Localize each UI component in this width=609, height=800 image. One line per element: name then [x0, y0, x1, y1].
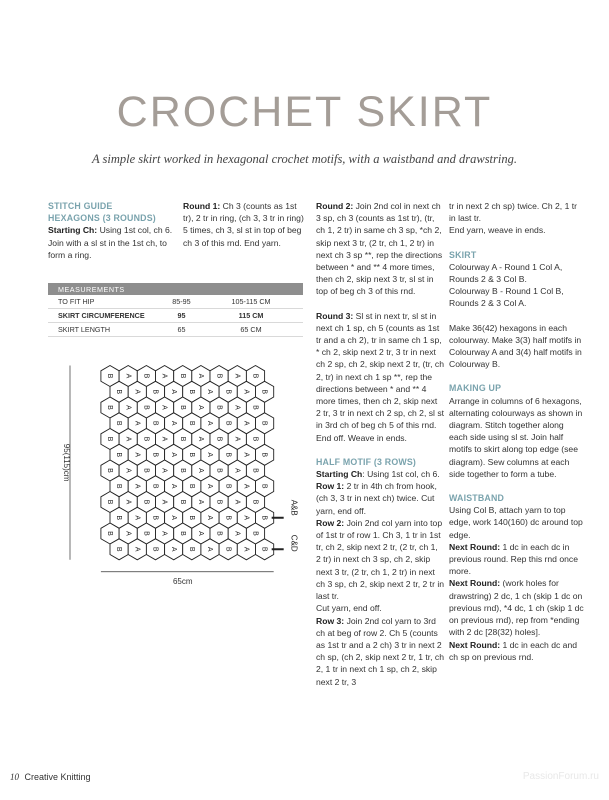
hexagon-letter: B	[187, 515, 195, 521]
hexagon-letter: B	[178, 468, 186, 473]
hexagon-letter: A	[233, 499, 241, 505]
hexagon-letter: A	[206, 546, 214, 552]
next-round-text: (work holes for drawstring) 2 dc, 1 ch (skip 1 dc on previous rnd), *4 dc, 1 ch (skip 1 dc on previous rnd), rep from *ending with 2 dc [28(32) holes].	[449, 578, 584, 638]
hexagon-letter: B	[106, 531, 114, 536]
hexagon-letter: A	[233, 405, 241, 410]
row-size-b: 105-115 CM	[231, 297, 271, 306]
hexagon-letter: A	[124, 468, 132, 473]
page-title: CROCHET SKIRT	[116, 88, 493, 136]
finishing-column	[449, 200, 584, 663]
hexagon-letter: A	[206, 420, 214, 426]
hexagon-letter: A	[133, 389, 141, 395]
hexagon-letter: A	[160, 405, 168, 410]
row3-continued: tr in next 2 ch sp) twice. Ch 2, 1 tr in last tr.	[449, 201, 577, 224]
round3-label: Round 3:	[316, 310, 354, 321]
making-up-text: Arrange in columns of 6 hexagons, alternating colourways as shown in diagram. Stitch together along each side using sl st. Join half motifs to skirt along top edge (see diagram). Sew columns at each side together to form a tube.	[449, 395, 583, 479]
hexagon-letter: A	[160, 531, 168, 536]
hexagon-letter: A	[197, 468, 205, 473]
hexagon-letter: B	[178, 499, 186, 505]
row-label: TO FIT HIP	[58, 297, 95, 306]
half-starting-label: Starting Ch	[316, 469, 363, 480]
hexagon-letter: B	[115, 452, 123, 458]
next-round-text: 1 dc in each dc and ch sp on previous rnd.	[449, 639, 578, 662]
hexagon-letter: A	[169, 483, 177, 489]
height-dimension-label: 95(115)cm	[62, 443, 71, 482]
hexagon-letter: B	[142, 531, 150, 536]
hexagon-letter: A	[124, 531, 132, 536]
hexagon-letter: B	[215, 531, 223, 536]
skirt-line: Rounds 2 & 3 Col A.	[449, 298, 527, 309]
row-size-b: 115 CM	[238, 311, 264, 320]
row-label: SKIRT CIRCUMFERENCE	[58, 311, 145, 320]
hexagon-letter: A	[169, 515, 177, 521]
hexagon-letter: B	[187, 546, 195, 552]
hexagon-letter: B	[215, 373, 223, 379]
skirt-line: Rounds 2 & 3 Col B.	[449, 274, 527, 285]
hexagon-letter: B	[106, 405, 114, 410]
hexagon-letter: A	[124, 436, 132, 442]
table-row	[48, 309, 303, 323]
hexagon-letter: B	[142, 405, 150, 410]
row-size-a: 65	[177, 325, 186, 334]
waistband-heading: WAISTBAND	[449, 493, 505, 504]
hexagon-letter: B	[251, 531, 259, 536]
hexagon-letter: B	[260, 420, 268, 426]
hexagon-letter: B	[215, 468, 223, 473]
hexagon-letter: B	[115, 483, 123, 489]
hexagon-letter: B	[251, 405, 259, 410]
hexagon-letter: B	[151, 546, 159, 552]
hexagon-letter: B	[115, 515, 123, 521]
half-starting-text: : Using 1st col, ch 6.	[362, 469, 440, 480]
row2-text: Join 2nd col yarn into top of 1st tr of row 1. Ch 3, 1 tr in 1st tr, ch 2, skip next 2 tr, (2 tr, ch 1, 2 tr) in next ch 3 sp, ch 2, skip next 3 tr, (2 tr, ch 1, 2 tr) in next ch 3 sp, ch 2, skip next 2 tr, 2 tr in last tr.	[316, 517, 445, 602]
magazine-name: Creative Knitting	[24, 772, 91, 782]
hexagon-letter: B	[115, 420, 123, 426]
making-up-heading: MAKING UP	[449, 383, 502, 394]
hexagon-letter: B	[106, 436, 114, 442]
hexagon-letter: B	[251, 499, 259, 505]
hexagon-letter: B	[142, 436, 150, 442]
hexagon-letter: B	[224, 546, 232, 552]
hexagon-letter: B	[178, 436, 186, 442]
hexagon-letter: A	[197, 405, 205, 410]
hexagon-letter: A	[233, 436, 241, 442]
round1-column	[183, 200, 308, 261]
hexagon-letter: B	[251, 468, 259, 473]
hexagon-letter: B	[215, 405, 223, 410]
hexagon-letter: A	[169, 420, 177, 426]
hexagon-letter: A	[133, 483, 141, 489]
hexagon-diagram-svg	[48, 350, 303, 770]
hexagon-letter: B	[106, 468, 114, 473]
hexagon-letter: B	[251, 373, 259, 379]
hexagon-letter: A	[124, 373, 132, 379]
hexagon-letter: A	[233, 373, 241, 379]
hexagon-letter: B	[187, 452, 195, 458]
half-motif-heading: HALF MOTIF (3 ROWS)	[316, 456, 417, 467]
hexagon-letter: B	[187, 420, 195, 426]
starting-ch-text: Using 1st col, ch 6. Join with a sl st in the 1st ch, to form a ring.	[48, 225, 173, 260]
hexagon-letter: B	[260, 483, 268, 489]
hexagon-letter: B	[142, 499, 150, 505]
hexagon-letter: A	[133, 546, 141, 552]
hexagon-letter: B	[260, 389, 268, 395]
hexagon-letter: A	[233, 468, 241, 473]
row1-label: Row 1:	[316, 481, 345, 492]
row-label: SKIRT LENGTH	[58, 325, 111, 334]
hexagon-letter: A	[160, 436, 168, 442]
hexagon-letter: A	[197, 373, 205, 379]
page-footer	[10, 772, 91, 782]
row3-text: Join 2nd col yarn to 3rd ch at beg of row 2. Ch 5 (counts as 1st tr and a 2 ch) 3 tr in next 2 ch sp, (ch 2, skip next 2 tr, 1 tr, ch 2, 1 tr in next ch 1 sp, ch 2, skip next 2 tr, 3	[316, 615, 445, 687]
table-row	[48, 295, 303, 309]
hexagon-letter: A	[133, 452, 141, 458]
round3-text: Sl st in next tr, sl st in next ch 1 sp, ch 5 (counts as 1st tr and a ch 2), tr in same ch 1 sp, * ch 2, skip next 2 tr, 3 tr in next ch 2 sp, ch 2, skip next 2 tr, (tr, ch 2, tr) in next ch 1 sp **, rep the directions between * and ** 4 more times, then ch 2, skip next 2 tr, 3 tr in next ch 2 sp, ch 2, sl st in 3rd ch of beg ch 5 of this rnd.	[316, 310, 445, 431]
hexagon-letter: A	[160, 468, 168, 473]
hexagon-letter: A	[169, 389, 177, 395]
hexagon-letter: B	[115, 546, 123, 552]
hexagon-letter: B	[151, 420, 159, 426]
stitch-guide-column	[48, 200, 176, 273]
skirt-heading: SKIRT	[449, 249, 477, 260]
hexagon-letter: A	[242, 515, 250, 521]
row3-end: End yarn, weave in ends.	[449, 225, 546, 236]
hexagon-letter: B	[224, 452, 232, 458]
row2-end: Cut yarn, end off.	[316, 603, 382, 614]
round2-label: Round 2:	[316, 201, 354, 211]
next-round-text: 1 dc in each dc in previous round. Rep this rnd once more.	[449, 541, 578, 577]
round2-text: Join 2nd col in next ch 3 sp, ch 3 (counts as 1st tr), (tr, ch 1, 2 tr) in same ch 3 sp, *ch 2, skip next 3 tr, (2 tr, ch 1, 2 tr) in next ch 3 sp **, rep the directions between * and ** 4 more times, then ch 2, skip next 3 tr, sl st in top of beg ch 3 of this rnd.	[316, 201, 443, 297]
hexagon-letter: B	[151, 515, 159, 521]
hexagon-letter: A	[124, 499, 132, 505]
hexagon-letter: A	[206, 515, 214, 521]
starting-ch-label: Starting Ch:	[48, 225, 98, 236]
width-dimension-label: 65cm	[172, 576, 193, 586]
hexagon-letter: B	[178, 531, 186, 536]
round3-end: End off. Weave in ends.	[316, 432, 407, 443]
hexagon-letter: A	[242, 452, 250, 458]
measurements-table	[48, 283, 303, 337]
row-size-a: 95	[177, 311, 186, 320]
hexagon-letter: B	[224, 483, 232, 489]
hexagon-letter: A	[242, 483, 250, 489]
hexagon-letter: A	[206, 389, 214, 395]
watermark: PassionForum.ru	[522, 771, 599, 782]
hexagon-letter: A	[197, 531, 205, 536]
hexagon-letter: B	[215, 436, 223, 442]
waistband-intro: Using Col B, attach yarn to top edge, work 140(160) dc around top edge.	[449, 505, 583, 540]
hexagon-letter: B	[151, 389, 159, 395]
round1-text: Ch 3 (counts as 1st tr), 2 tr in ring, (ch 3, 3 tr in ring) 5 times, ch 3, sl st in top of beg ch 3 of this rnd. End yarn.	[183, 201, 304, 248]
hexagon-letter: A	[160, 499, 168, 505]
hexagon-letter: B	[142, 468, 150, 473]
page-subtitle: A simple skirt worked in hexagonal crochet motifs, with a waistband and drawstring.	[92, 152, 517, 166]
hexagon-letter: A	[233, 531, 241, 536]
row2-label: Row 2:	[316, 517, 345, 528]
hexagon-letter: B	[260, 452, 268, 458]
page-number: 10	[10, 772, 19, 782]
marker-label: A&B	[289, 499, 299, 516]
row-size-a: 85-95	[172, 297, 191, 306]
hexagon-letter: B	[151, 483, 159, 489]
row1-text: 2 tr in 4th ch from hook, (ch 3, 3 tr in next ch) twice. Cut yarn, end off.	[316, 481, 437, 516]
hexagon-letter: B	[224, 515, 232, 521]
hexagon-letter: B	[115, 389, 123, 395]
hexagon-letter: B	[106, 373, 114, 379]
measurements-header: MEASUREMENTS	[48, 283, 303, 295]
hexagon-letter: A	[133, 420, 141, 426]
round1-label: Round 1:	[183, 201, 221, 211]
skirt-line: Colourway A - Round 1 Col A,	[449, 261, 563, 272]
hexagon-letter: A	[242, 389, 250, 395]
hexagon-letter: B	[142, 373, 150, 379]
hexagon-letter: A	[242, 420, 250, 426]
rounds-column	[316, 200, 444, 688]
hexagon-letter: A	[169, 546, 177, 552]
hexagon-letter: B	[260, 546, 268, 552]
hexagon-letter: A	[160, 373, 168, 379]
hexagon-letter: B	[224, 389, 232, 395]
hexagon-layout-diagram	[48, 350, 303, 770]
next-round-label: Next Round:	[449, 578, 501, 589]
hexagon-letter: A	[206, 452, 214, 458]
row-size-b: 65 CM	[240, 325, 262, 334]
hexagon-letter: B	[251, 436, 259, 442]
hexagon-letter: B	[178, 405, 186, 410]
hexagon-letter: B	[224, 420, 232, 426]
table-row	[48, 323, 303, 337]
hexagon-letter: B	[260, 515, 268, 521]
next-round-label: Next Round:	[449, 541, 501, 552]
skirt-line: Colourway B - Round 1 Col B,	[449, 286, 564, 297]
hexagon-letter: B	[187, 389, 195, 395]
skirt-para: Make 36(42) hexagons in each colourway. Make 3(3) half motifs in Colourway A and 3(4) half motifs in Colourway B.	[449, 322, 582, 370]
hexagon-letter: B	[178, 373, 186, 379]
hexagon-letter: A	[206, 483, 214, 489]
hexagon-letter: A	[133, 515, 141, 521]
hexagon-letter: B	[215, 499, 223, 505]
hexagons-heading: HEXAGONS (3 ROUNDS)	[48, 213, 156, 224]
hexagon-letter: A	[197, 499, 205, 505]
hexagon-letter: A	[242, 546, 250, 552]
hexagon-letter: A	[124, 405, 132, 410]
marker-label: C&D	[289, 534, 299, 552]
hexagon-letter: B	[106, 499, 114, 505]
hexagon-letter: B	[187, 483, 195, 489]
next-round-label: Next Round:	[449, 639, 501, 650]
stitch-guide-heading: STITCH GUIDE	[48, 201, 113, 211]
hexagon-letter: A	[197, 436, 205, 442]
row3-label: Row 3:	[316, 615, 345, 626]
hexagon-letter: A	[169, 452, 177, 458]
hexagon-letter: B	[151, 452, 159, 458]
